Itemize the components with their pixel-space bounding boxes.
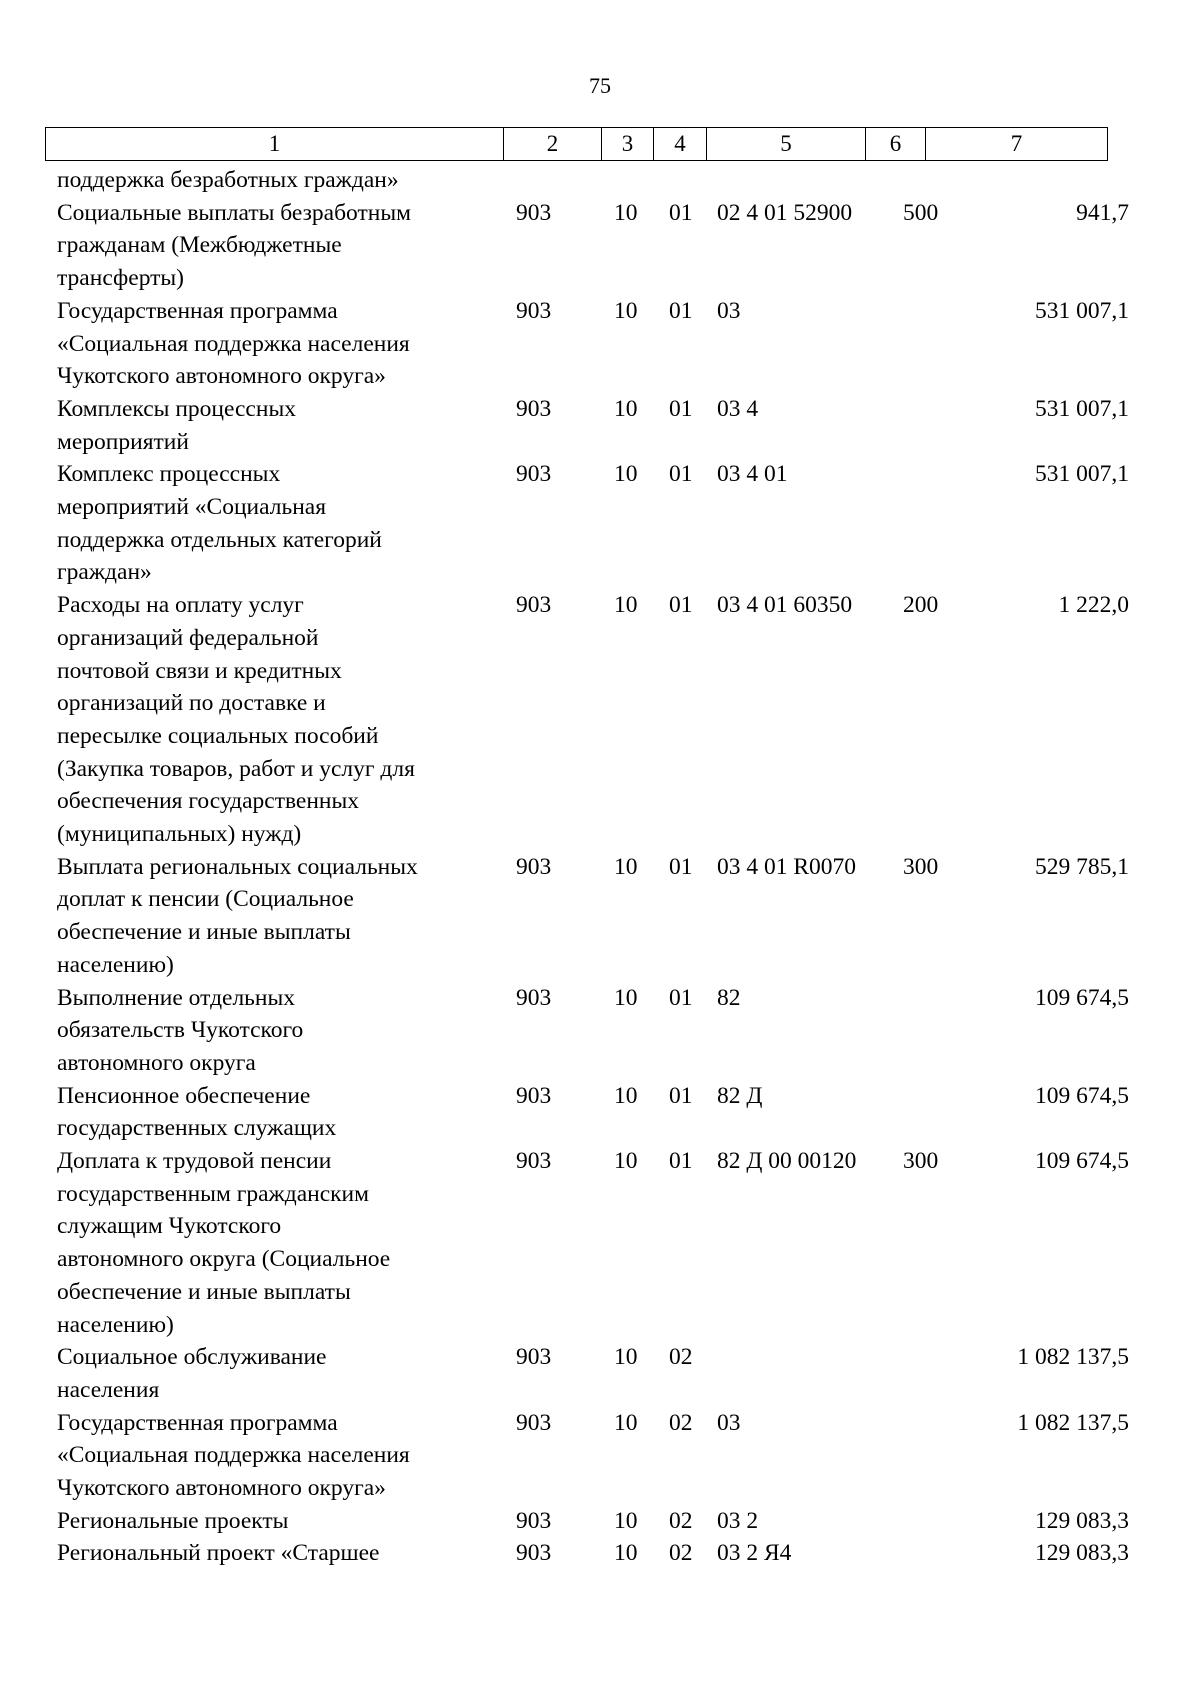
row-amount: 109 674,5 [1035,984,1129,1011]
row-name-line: автономного округа (Социальное [57,1246,391,1273]
row-subsection: 01 [669,461,693,488]
row-target-article: 03 2 [717,1507,759,1534]
row-name-line: поддержка отдельных категорий [57,526,382,553]
row-amount: 1 222,0 [1058,592,1129,619]
row-name-line: Чукотского автономного округа» [57,363,386,390]
row-subsection: 01 [669,592,693,619]
row-name-line: гражданам (Межбюджетные [57,232,342,259]
row-section: 10 [614,395,638,422]
row-expense-type: 300 [903,1148,939,1174]
row-admin-code: 903 [516,1148,552,1174]
row-name-line: служащим Чукотского [57,1213,282,1240]
row-section: 10 [614,984,638,1011]
row-amount: 531 007,1 [1035,395,1129,422]
row-expense-type: 500 [903,199,939,226]
row-name-line: населению) [57,1311,174,1338]
row-section: 10 [614,1344,638,1371]
row-target-article: 82 [717,984,741,1011]
row-subsection: 02 [669,1507,693,1534]
row-section: 10 [614,1507,638,1534]
row-section: 10 [614,592,638,619]
row-admin-code: 903 [516,199,552,226]
table-header-row [46,128,1108,161]
row-name-line: пересылке социальных пособий [57,722,379,749]
row-name-line: обязательств Чукотского [57,1017,304,1044]
row-subsection: 01 [669,1082,693,1109]
header-col-5: 5 [707,128,866,161]
row-name [57,589,497,851]
header-col-1: 1 [46,128,504,161]
header-col-7: 7 [926,128,1108,161]
row-name [57,851,497,982]
row-name-line: трансферты) [57,265,185,292]
row-name-line: (муниципальных) нужд) [57,821,302,848]
row-section: 10 [614,461,638,488]
row-target-article: 03 4 [717,395,759,422]
row-target-article: 02 4 01 52900 [717,199,853,226]
row-subsection: 01 [669,853,693,880]
header-col-3: 3 [602,128,654,161]
row-admin-code: 903 [516,853,552,880]
row-section: 10 [614,297,638,324]
row-name-line: Государственная программа [57,1409,338,1436]
row-name-line: населению) [57,951,174,978]
row-subsection: 01 [669,199,693,226]
row-amount: 531 007,1 [1035,297,1129,324]
row-name-line: почтовой связи и кредитных [57,657,342,684]
row-name [57,982,497,1080]
row-name-line: государственных служащих [57,1115,337,1142]
row-subsection: 02 [669,1344,693,1371]
row-name [57,1145,497,1341]
row-admin-code: 903 [516,1344,552,1371]
row-expense-type: 300 [903,853,939,880]
header-col-4: 4 [654,128,707,161]
row-name [57,1505,497,1538]
row-subsection: 01 [669,395,693,422]
row-admin-code: 903 [516,395,552,422]
row-section: 10 [614,1540,638,1567]
row-name [57,197,497,295]
row-name-line: Государственная программа [57,297,338,324]
row-section: 10 [614,1082,638,1109]
row-section: 10 [614,1409,638,1436]
row-admin-code: 903 [516,1409,552,1436]
row-amount: 941,7 [1076,199,1129,226]
page-number: 75 [589,73,611,98]
row-name-line: Расходы на оплату услуг [57,592,304,619]
row-name-line: обеспечения государственных [57,788,360,815]
row-expense-type: 200 [903,592,939,619]
row-amount: 1 082 137,5 [1017,1409,1129,1436]
row-name-line: Региональные проекты [57,1507,289,1534]
row-name-line: государственным гражданским [57,1180,370,1207]
row-name [57,1080,497,1145]
row-name-line: мероприятий «Социальная [57,494,327,520]
table-header [45,127,1108,161]
row-subsection: 01 [669,984,693,1011]
row-subsection: 01 [669,1148,693,1174]
row-name [57,164,497,197]
row-section: 10 [614,199,638,226]
row-admin-code: 903 [516,1082,552,1109]
row-admin-code: 903 [516,984,552,1011]
row-target-article: 03 4 01 R0070 [717,853,857,880]
row-target-article: 03 4 01 60350 [717,592,853,619]
row-target-article: 82 Д [717,1082,763,1109]
row-name-line: Чукотского автономного округа» [57,1475,386,1501]
row-name-line: Региональный проект «Старшее [57,1540,380,1567]
row-admin-code: 903 [516,592,552,619]
row-admin-code: 903 [516,1507,552,1534]
row-name [57,1537,497,1570]
row-name-line: обеспечение и иные выплаты [57,1278,351,1305]
row-amount: 1 082 137,5 [1017,1344,1129,1371]
row-name-line: мероприятий [57,428,189,455]
row-name-line: «Социальная поддержка населения [57,1442,410,1469]
row-subsection: 02 [669,1409,693,1436]
row-admin-code: 903 [516,297,552,324]
row-name-line: Социальные выплаты безработным [57,199,412,226]
row-target-article: 82 Д 00 00120 [717,1148,857,1174]
row-admin-code: 903 [516,461,552,488]
row-name-line: Комплекс процессных [57,461,281,488]
row-name [57,1341,497,1406]
row-subsection: 01 [669,297,693,324]
row-name [57,1407,497,1505]
row-target-article: 03 2 Я4 [717,1540,792,1567]
row-amount: 109 674,5 [1035,1082,1129,1109]
row-name [57,458,497,589]
row-section: 10 [614,853,638,880]
row-name-line: Выполнение отдельных [57,984,296,1011]
row-admin-code: 903 [516,1540,552,1567]
row-name-line: организаций по доставке и [57,690,326,717]
row-amount: 129 083,3 [1035,1540,1129,1567]
row-section: 10 [614,1148,638,1174]
row-amount: 129 083,3 [1035,1507,1129,1534]
row-target-article: 03 4 01 [717,461,788,488]
row-name-line: Пенсионное обеспечение [57,1082,311,1109]
row-name [57,295,497,393]
row-subsection: 02 [669,1540,693,1567]
row-name-line: Социальное обслуживание [57,1344,327,1371]
row-name-line: Выплата региональных социальных [57,853,418,880]
row-name-line: Комплексы процессных [57,395,296,422]
row-amount: 531 007,1 [1035,461,1129,488]
row-name-line: «Социальная поддержка населения [57,330,410,357]
row-name-line: обеспечение и иные выплаты [57,919,351,946]
row-name-line: граждан» [57,559,152,586]
row-target-article: 03 [717,297,741,324]
row-name-line: Доплата к трудовой пенсии [57,1148,332,1174]
row-name [57,393,497,458]
row-amount: 109 674,5 [1035,1148,1129,1174]
row-name-line: поддержка безработных граждан» [57,167,399,193]
row-target-article: 03 [717,1409,741,1436]
row-name-line: населения [57,1376,160,1403]
row-name-line: организаций федеральной [57,624,319,651]
row-name-line: доплат к пенсии (Социальное [57,886,354,913]
row-amount: 529 785,1 [1035,853,1129,880]
header-col-2: 2 [504,128,602,161]
row-name-line: автономного округа [57,1049,256,1076]
row-name-line: (Закупка товаров, работ и услуг для [57,755,415,782]
header-col-6: 6 [866,128,926,161]
